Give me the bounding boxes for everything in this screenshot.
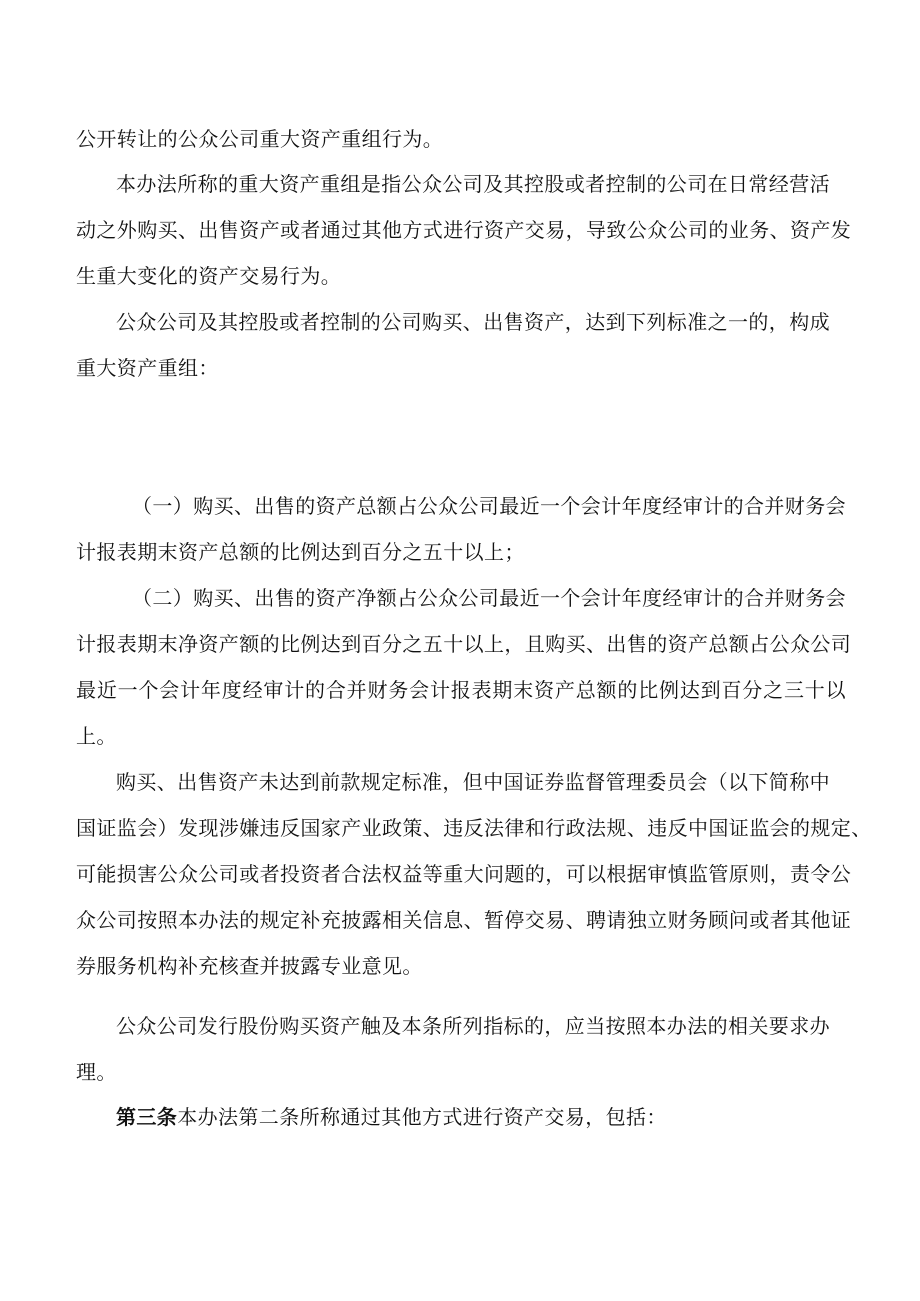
paragraph-line: 众公司按照本办法的规定补充披露相关信息、暂停交易、聘请独立财务顾问或者其他证	[76, 908, 852, 932]
paragraph-line: 可能损害公众公司或者投资者合法权益等重大问题的，可以根据审慎监管原则，责令公	[76, 862, 852, 886]
paragraph-line: 公众公司发行股份购买资产触及本条所列指标的，应当按照本办法的相关要求办	[116, 1014, 830, 1038]
paragraph-line: 上。	[76, 724, 117, 748]
paragraph-line: 计报表期末净资产额的比例达到百分之五十以上，且购买、出售的资产总额占公众公司	[76, 632, 852, 656]
paragraph-line: 理。	[76, 1060, 117, 1084]
paragraph-line: 生重大变化的资产交易行为。	[76, 264, 342, 288]
paragraph-line: （一）购买、出售的资产总额占公众公司最近一个会计年度经审计的合并财务会	[132, 494, 846, 518]
paragraph-line: 计报表期末资产总额的比例达到百分之五十以上；	[76, 540, 525, 564]
paragraph-line: 动之外购买、出售资产或者通过其他方式进行资产交易，导致公众公司的业务、资产发	[76, 218, 852, 242]
paragraph-line: 本办法所称的重大资产重组是指公众公司及其控股或者控制的公司在日常经营活	[116, 172, 830, 196]
paragraph-line: （二）购买、出售的资产净额占公众公司最近一个会计年度经审计的合并财务会	[132, 586, 846, 610]
article-heading: 第三条	[116, 1105, 178, 1129]
article-line	[116, 1103, 828, 1131]
paragraph-line: 国证监会）发现涉嫌违反国家产业政策、违反法律和行政法规、违反中国证监会的规定、	[76, 816, 872, 840]
paragraph-line: 重大资产重组：	[76, 356, 219, 380]
paragraph-line: 购买、出售资产未达到前款规定标准，但中国证券监督管理委员会（以下简称中	[116, 770, 830, 794]
paragraph-line: 最近一个会计年度经审计的合并财务会计报表期末资产总额的比例达到百分之三十以	[76, 678, 846, 702]
paragraph-line: 券服务机构补充核查并披露专业意见。	[76, 954, 423, 978]
paragraph-line: 公开转让的公众公司重大资产重组行为。	[76, 127, 444, 151]
article-text: 本办法第二条所称通过其他方式进行资产交易，包括：	[177, 1105, 667, 1129]
paragraph-line: 公众公司及其控股或者控制的公司购买、出售资产，达到下列标准之一的，构成	[116, 310, 830, 334]
